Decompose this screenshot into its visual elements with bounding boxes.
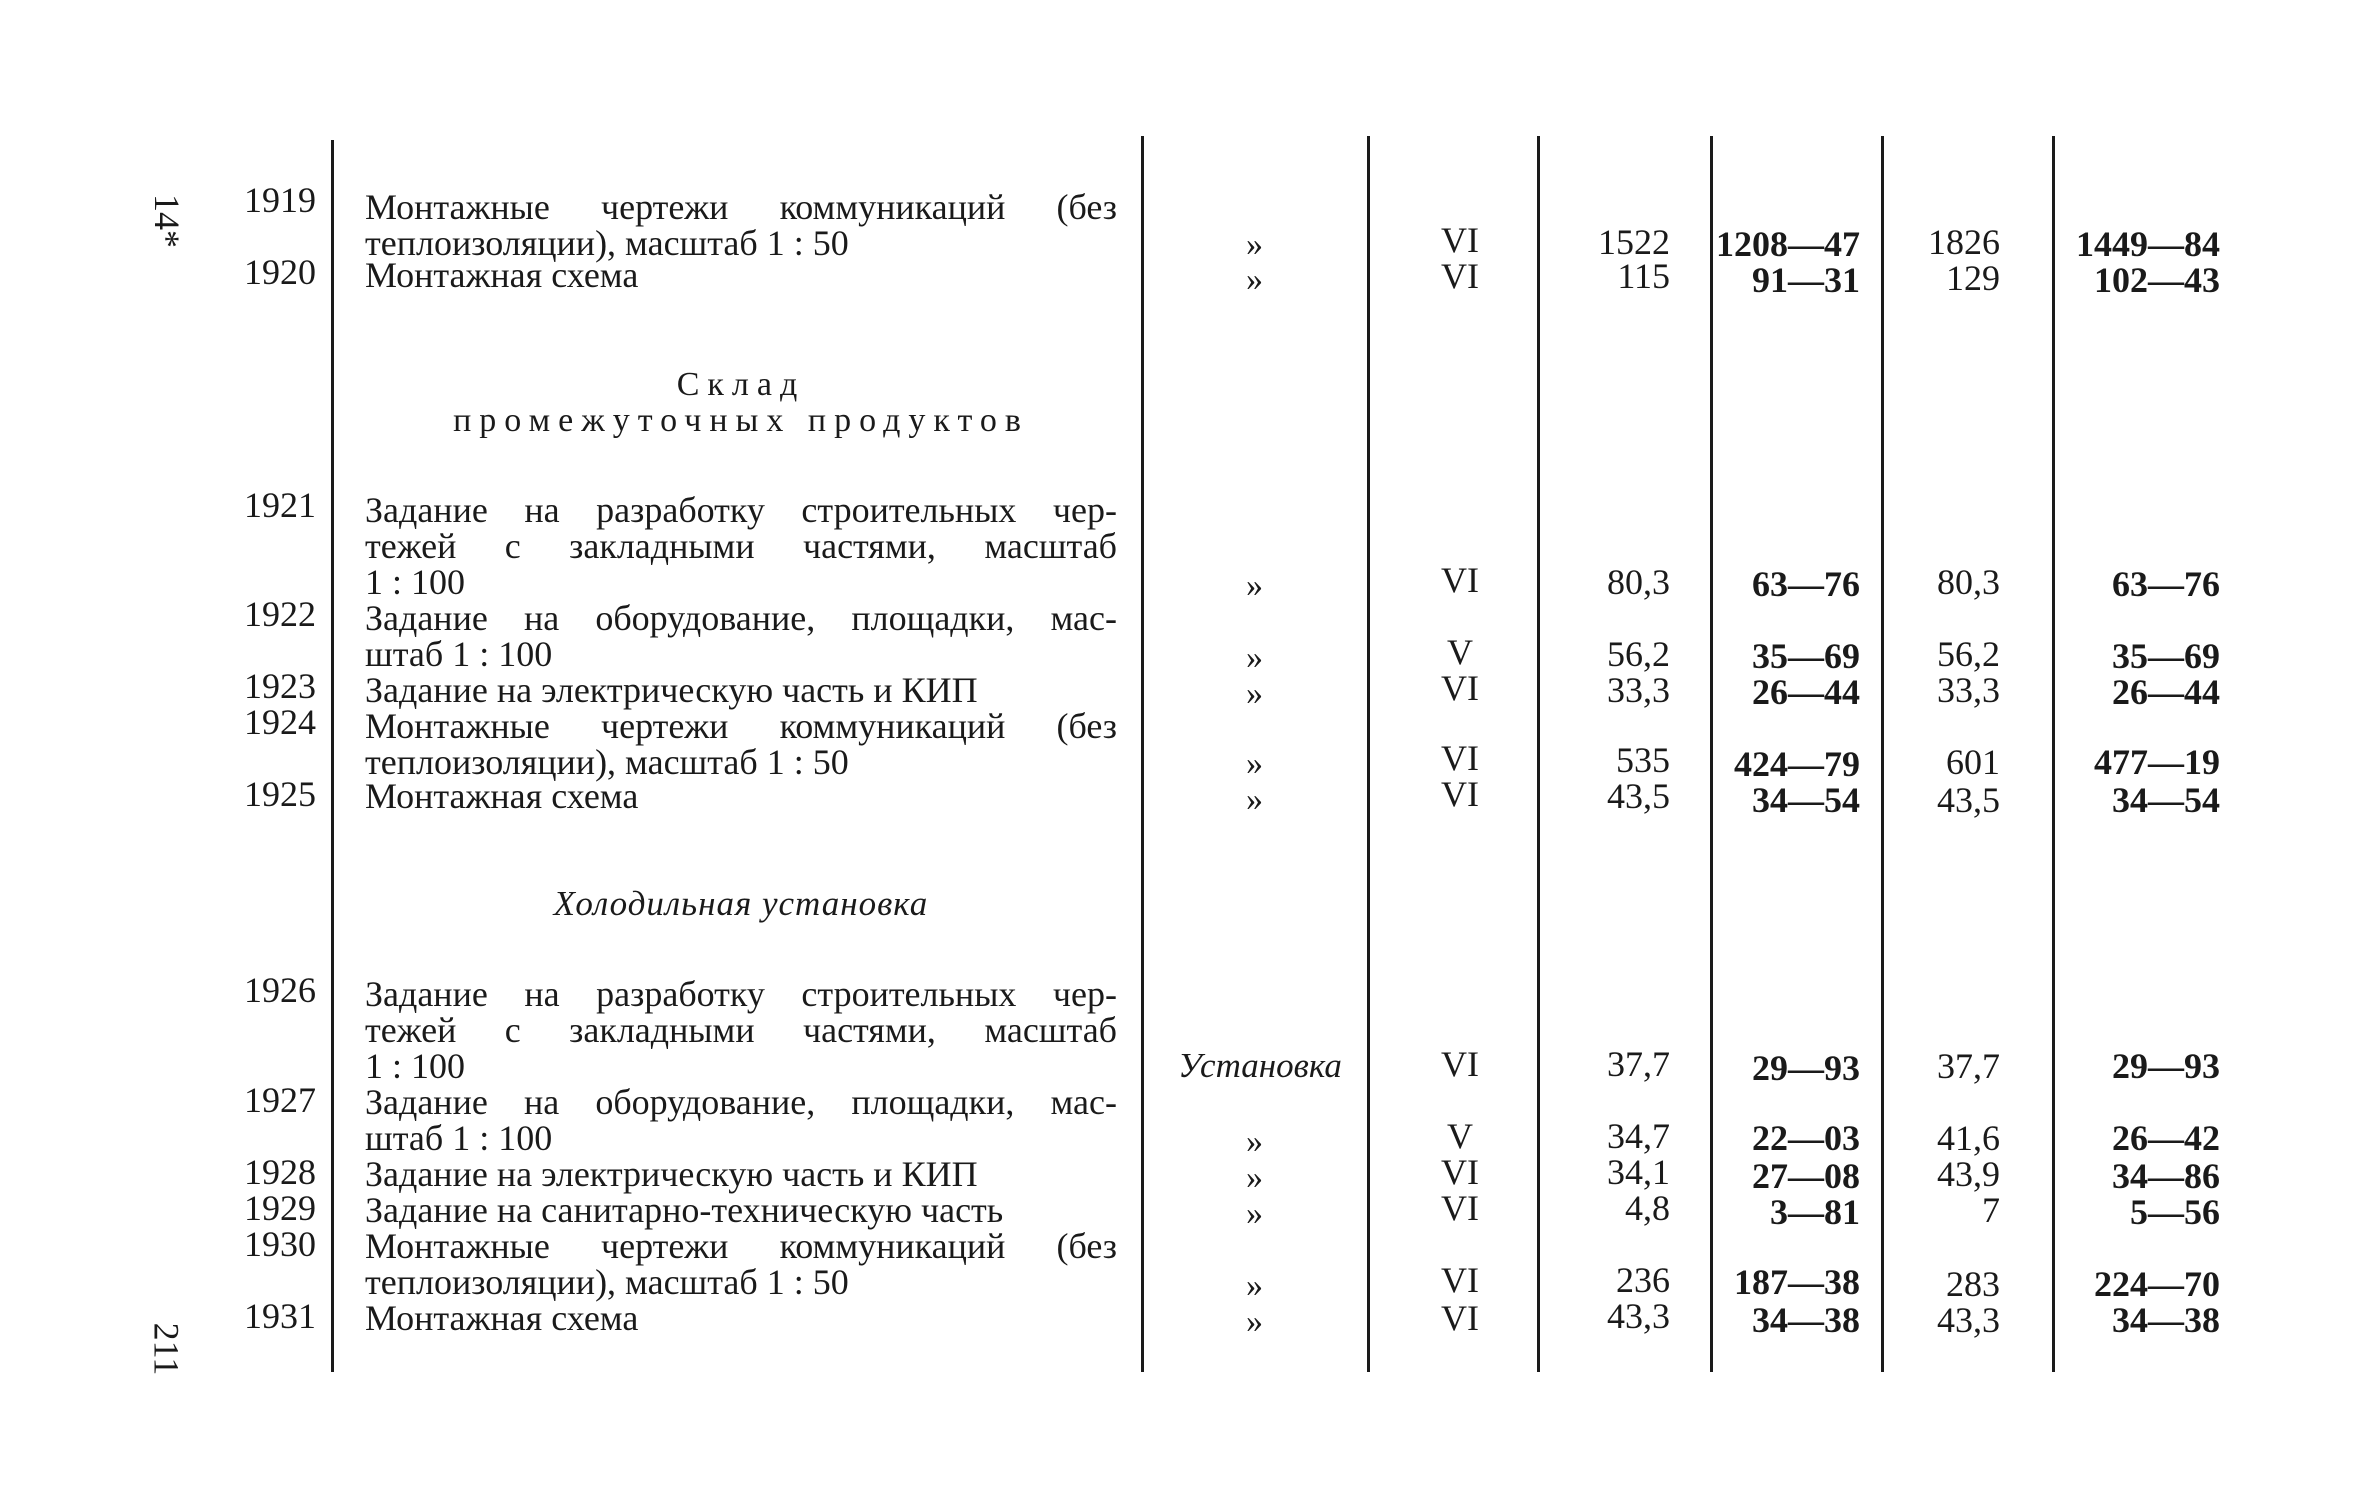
item-description (365, 492, 1117, 600)
item-number: 1925 (244, 774, 316, 814)
value-2: 37,7 (1937, 1046, 2000, 1086)
item-number: 1928 (244, 1152, 316, 1192)
item-description (365, 976, 1117, 1084)
item-description (365, 1156, 1117, 1192)
value-2: 41,6 (1937, 1118, 2000, 1158)
unit-ditto: » (1246, 261, 1263, 298)
category: VI (1441, 560, 1479, 600)
category: VI (1441, 220, 1479, 260)
item-number: 1923 (244, 666, 316, 706)
description-line: Монтажная схема (365, 255, 639, 295)
price-2: 29—93 (2112, 1046, 2220, 1086)
value-1: 80,3 (1607, 562, 1670, 602)
category: VI (1441, 668, 1479, 708)
category: VI (1441, 774, 1479, 814)
description-line: теплоизоляции), масштаб 1 : 50 (365, 223, 849, 263)
page-number: 211 (146, 1322, 187, 1376)
price-2: 224—70 (2094, 1264, 2220, 1304)
price-2: 26—44 (2112, 672, 2220, 712)
description-line: Задание на разработку строительных чер- (365, 490, 1117, 530)
unit-ditto: » (1246, 745, 1263, 782)
column-rule (331, 140, 334, 1372)
value-1: 236 (1616, 1260, 1670, 1300)
unit-ditto: » (1246, 1303, 1263, 1340)
item-description (365, 672, 1117, 708)
value-2: 1826 (1928, 222, 2000, 262)
price-2: 34—38 (2112, 1300, 2220, 1340)
description-line: тежей с закладными частями, масштаб (365, 526, 1117, 566)
price-2: 63—76 (2112, 564, 2220, 604)
description-line: штаб 1 : 100 (365, 1118, 553, 1158)
unit-ditto: » (1246, 781, 1263, 818)
unit-ditto: » (1246, 639, 1263, 676)
value-1: 43,5 (1607, 776, 1670, 816)
description-line: теплоизоляции), масштаб 1 : 50 (365, 742, 849, 782)
price-2: 34—86 (2112, 1156, 2220, 1196)
value-1: 4,8 (1625, 1188, 1670, 1228)
section-heading-line1: Склад (676, 366, 806, 403)
value-1: 37,7 (1607, 1044, 1670, 1084)
price-1: 1208—47 (1716, 224, 1860, 264)
section-heading-line2: промежуточных продуктов (453, 402, 1029, 439)
item-description (365, 257, 1117, 293)
unit-ditto: » (1246, 1195, 1263, 1232)
unit-ditto: » (1246, 1159, 1263, 1196)
price-1: 424—79 (1734, 744, 1860, 784)
value-1: 1522 (1598, 222, 1670, 262)
price-1: 91—31 (1752, 260, 1860, 300)
unit-ditto: » (1246, 675, 1263, 712)
price-1: 29—93 (1752, 1048, 1860, 1088)
item-number: 1921 (244, 485, 316, 525)
category: V (1447, 1116, 1473, 1156)
value-2: 7 (1982, 1190, 2000, 1230)
description-line: 1 : 100 (365, 1046, 466, 1086)
category: VI (1441, 256, 1479, 296)
description-line: Задание на электрическую часть и КИП (365, 670, 978, 710)
description-line: Монтажные чертежи коммуникаций (без (365, 1226, 1117, 1266)
price-2: 35—69 (2112, 636, 2220, 676)
category: VI (1441, 1260, 1479, 1300)
price-1: 27—08 (1752, 1156, 1860, 1196)
price-1: 34—38 (1752, 1300, 1860, 1340)
unit: Установка (1178, 1046, 1342, 1085)
value-2: 601 (1946, 742, 2000, 782)
description-line: Монтажная схема (365, 1298, 639, 1338)
item-number: 1926 (244, 970, 316, 1010)
item-number: 1922 (244, 594, 316, 634)
category: VI (1441, 738, 1479, 778)
value-2: 283 (1946, 1264, 2000, 1304)
value-2: 129 (1946, 258, 2000, 298)
price-1: 22—03 (1752, 1118, 1860, 1158)
value-2: 80,3 (1937, 562, 2000, 602)
price-2: 34—54 (2112, 780, 2220, 820)
category: VI (1441, 1298, 1479, 1338)
item-number: 1924 (244, 702, 316, 742)
value-2: 43,9 (1937, 1154, 2000, 1194)
item-number: 1927 (244, 1080, 316, 1120)
price-2: 1449—84 (2076, 224, 2220, 264)
description-line: Задание на санитарно-техническую часть (365, 1190, 1004, 1230)
item-description (365, 1192, 1117, 1228)
description-line: Задание на оборудование, площадки, мас- (365, 598, 1117, 638)
item-number: 1929 (244, 1188, 316, 1228)
category: VI (1441, 1152, 1479, 1192)
value-2: 56,2 (1937, 634, 2000, 674)
value-2: 43,5 (1937, 780, 2000, 820)
price-2: 5—56 (2130, 1192, 2220, 1232)
price-1: 26—44 (1752, 672, 1860, 712)
value-2: 33,3 (1937, 670, 2000, 710)
section-heading: Холодильная установка (553, 884, 929, 923)
column-rule (1367, 136, 1370, 1372)
category: VI (1441, 1188, 1479, 1228)
unit-ditto: » (1246, 226, 1263, 263)
value-1: 56,2 (1607, 634, 1670, 674)
description-line: теплоизоляции), масштаб 1 : 50 (365, 1262, 849, 1302)
item-number: 1930 (244, 1224, 316, 1264)
item-description (365, 600, 1117, 672)
item-description (365, 778, 1117, 814)
value-2: 43,3 (1937, 1300, 2000, 1340)
description-line: Монтажные чертежи коммуникаций (без (365, 187, 1117, 227)
column-rule (1141, 136, 1144, 1372)
price-2: 26—42 (2112, 1118, 2220, 1158)
item-description (365, 1084, 1117, 1156)
item-description (365, 708, 1117, 780)
category: VI (1441, 1044, 1479, 1084)
section-mark: 14* (147, 194, 187, 248)
description-line: Задание на оборудование, площадки, мас- (365, 1082, 1117, 1122)
category: V (1447, 632, 1473, 672)
item-number: 1931 (244, 1296, 316, 1336)
value-1: 33,3 (1607, 670, 1670, 710)
column-rule (1537, 136, 1540, 1372)
description-line: Задание на разработку строительных чер- (365, 974, 1117, 1014)
price-2: 477—19 (2094, 742, 2220, 782)
item-number: 1920 (244, 252, 316, 292)
unit-ditto: » (1246, 1267, 1263, 1304)
price-1: 34—54 (1752, 780, 1860, 820)
price-1: 35—69 (1752, 636, 1860, 676)
column-rule (1881, 136, 1884, 1372)
item-description (365, 1228, 1117, 1300)
description-line: Монтажная схема (365, 776, 639, 816)
value-1: 34,7 (1607, 1116, 1670, 1156)
value-1: 43,3 (1607, 1296, 1670, 1336)
price-1: 3—81 (1770, 1192, 1860, 1232)
value-1: 115 (1617, 256, 1670, 296)
price-1: 63—76 (1752, 564, 1860, 604)
description-line: Монтажные чертежи коммуникаций (без (365, 706, 1117, 746)
description-line: тежей с закладными частями, масштаб (365, 1010, 1117, 1050)
value-1: 535 (1616, 740, 1670, 780)
value-1: 34,1 (1607, 1152, 1670, 1192)
price-2: 102—43 (2094, 260, 2220, 300)
description-line: 1 : 100 (365, 562, 466, 602)
item-number: 1919 (244, 180, 316, 220)
unit-ditto: » (1246, 567, 1263, 604)
item-description (365, 1300, 1117, 1336)
item-description (365, 189, 1117, 261)
unit-ditto: » (1246, 1123, 1263, 1160)
description-line: Задание на электрическую часть и КИП (365, 1154, 978, 1194)
description-line: штаб 1 : 100 (365, 634, 553, 674)
price-1: 187—38 (1734, 1262, 1860, 1302)
